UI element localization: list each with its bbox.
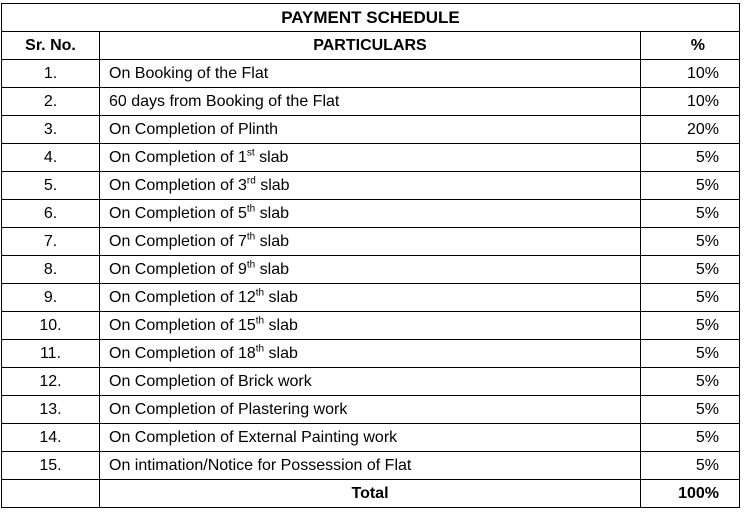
row-percent: 5% [641, 312, 740, 340]
particulars-text: On Completion of Brick work [109, 373, 312, 390]
table-row [2, 312, 740, 340]
particulars-text: On Completion of Plinth [109, 121, 278, 138]
table-row [2, 368, 740, 396]
particulars-text: On Completion of 15 [109, 317, 256, 334]
particulars-text: On Completion of 5 [109, 205, 247, 222]
table-row [2, 396, 740, 424]
row-particulars [100, 256, 641, 284]
row-percent: 5% [641, 172, 740, 200]
row-percent: 5% [641, 256, 740, 284]
particulars-text-suffix: slab [255, 205, 289, 222]
row-particulars [100, 88, 641, 116]
ordinal-suffix: th [255, 287, 265, 299]
particulars-text-suffix: slab [255, 233, 289, 250]
table-row [2, 452, 740, 480]
row-percent: 5% [641, 200, 740, 228]
particulars-text: On Completion of Plastering work [109, 401, 348, 418]
header-sr-no: Sr. No. [2, 32, 100, 60]
row-particulars [100, 340, 641, 368]
table-row [2, 256, 740, 284]
row-particulars [100, 396, 641, 424]
particulars-text-suffix: slab [264, 345, 298, 362]
table-row [2, 88, 740, 116]
row-percent: 10% [641, 60, 740, 88]
particulars-text: On Completion of 3 [109, 177, 247, 194]
table-title-row [2, 4, 740, 32]
particulars-text: On Completion of 12 [109, 289, 256, 306]
row-sr-no: 1. [2, 60, 100, 88]
table-row [2, 284, 740, 312]
ordinal-suffix: th [246, 231, 256, 243]
row-particulars [100, 284, 641, 312]
row-sr-no: 3. [2, 116, 100, 144]
particulars-text-suffix: slab [255, 177, 290, 194]
ordinal-suffix: th [246, 259, 256, 271]
row-sr-no: 14. [2, 424, 100, 452]
particulars-text-suffix: slab [264, 289, 298, 306]
ordinal-suffix: st [246, 147, 255, 159]
total-empty-cell [2, 480, 100, 508]
particulars-text: On Completion of 7 [109, 233, 247, 250]
row-sr-no: 8. [2, 256, 100, 284]
table-row [2, 340, 740, 368]
particulars-text: On Completion of 1 [109, 149, 247, 166]
particulars-text-suffix: slab [255, 261, 289, 278]
row-percent: 5% [641, 368, 740, 396]
row-particulars [100, 312, 641, 340]
row-percent: 5% [641, 396, 740, 424]
table-body [2, 60, 740, 480]
table-row [2, 144, 740, 172]
particulars-text: On Completion of External Painting work [109, 429, 398, 446]
row-sr-no: 6. [2, 200, 100, 228]
row-particulars [100, 172, 641, 200]
row-sr-no: 13. [2, 396, 100, 424]
row-percent: 5% [641, 228, 740, 256]
total-percent: 100% [641, 480, 740, 508]
particulars-text: On Booking of the Flat [109, 65, 269, 82]
row-sr-no: 7. [2, 228, 100, 256]
row-particulars [100, 228, 641, 256]
row-particulars [100, 116, 641, 144]
table-row [2, 424, 740, 452]
row-sr-no: 4. [2, 144, 100, 172]
ordinal-suffix: rd [246, 175, 256, 187]
row-sr-no: 11. [2, 340, 100, 368]
particulars-text: On Completion of 9 [109, 261, 247, 278]
row-sr-no: 10. [2, 312, 100, 340]
table-header-row [2, 32, 740, 60]
row-particulars [100, 424, 641, 452]
ordinal-suffix: th [246, 203, 256, 215]
row-percent: 20% [641, 116, 740, 144]
table-row [2, 200, 740, 228]
row-sr-no: 12. [2, 368, 100, 396]
row-particulars [100, 144, 641, 172]
particulars-text: On Completion of 18 [109, 345, 256, 362]
table-row [2, 228, 740, 256]
header-percent: % [641, 32, 740, 60]
table-row [2, 60, 740, 88]
particulars-text: On intimation/Notice for Possession of Flat [109, 457, 412, 474]
row-sr-no: 9. [2, 284, 100, 312]
row-sr-no: 5. [2, 172, 100, 200]
row-sr-no: 2. [2, 88, 100, 116]
row-particulars [100, 200, 641, 228]
row-percent: 5% [641, 144, 740, 172]
header-particulars: PARTICULARS [100, 32, 641, 60]
row-sr-no: 15. [2, 452, 100, 480]
table-row [2, 116, 740, 144]
particulars-text: 60 days from Booking of the Flat [109, 93, 340, 110]
row-percent: 10% [641, 88, 740, 116]
table-row [2, 172, 740, 200]
row-particulars [100, 452, 641, 480]
ordinal-suffix: th [255, 343, 265, 355]
ordinal-suffix: th [255, 315, 265, 327]
row-particulars [100, 60, 641, 88]
particulars-text-suffix: slab [264, 317, 298, 334]
row-percent: 5% [641, 452, 740, 480]
total-row [2, 480, 740, 508]
payment-schedule-table [1, 3, 740, 508]
total-label: Total [100, 480, 641, 508]
row-particulars [100, 368, 641, 396]
table-title: PAYMENT SCHEDULE [2, 4, 740, 32]
row-percent: 5% [641, 424, 740, 452]
particulars-text-suffix: slab [254, 149, 289, 166]
row-percent: 5% [641, 284, 740, 312]
row-percent: 5% [641, 340, 740, 368]
